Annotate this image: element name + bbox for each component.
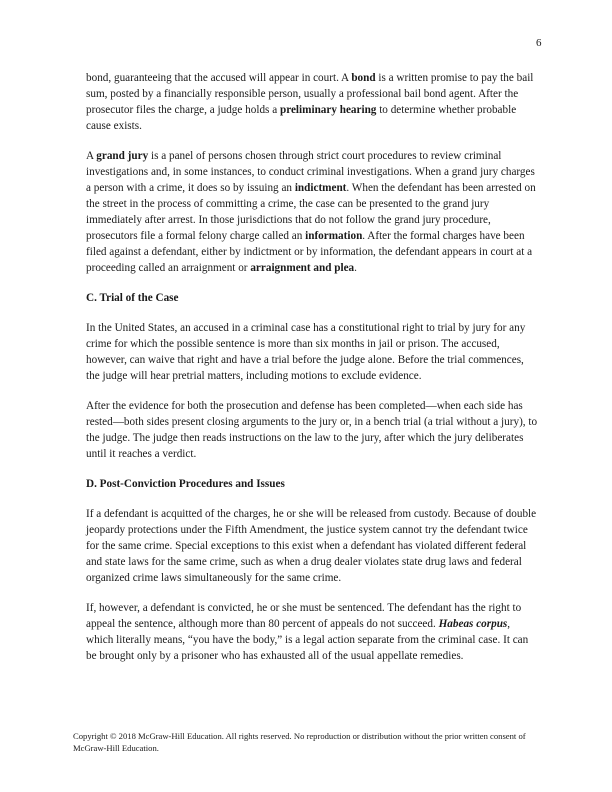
- text-run: A: [86, 150, 97, 162]
- paragraph-grand-jury: [86, 148, 540, 276]
- document-body: [86, 70, 540, 678]
- term-arraignment-and-plea: arraignment and plea: [250, 262, 355, 274]
- text-run: to determine whether probable cause exists.: [86, 104, 517, 132]
- paragraph-double-jeopardy: If a defendant is acquitted of the charges, he or she will be released from custody. Because of double jeopardy protections under the Fifth Amendment, the justice system cannot try the defendant twice for the same crime. Special exceptions to this exist when a defendant has violated different federal and state laws for the same crime, such as when a drug dealer violates state drug laws and federal organized crime laws simultaneously for the same crime.: [86, 508, 537, 584]
- text-run: If, however, a defendant is convicted, he or she must be sentenced. The defendant has the right to appeal the sentence, although more than 80 percent of appeals do not succeed.: [86, 602, 522, 630]
- text-run: . After the formal charges have been filed against a defendant, either by indictment or by information, the defendant appears in court at a proceeding called an arraignment or: [86, 230, 533, 274]
- text-run: . When the defendant has been arrested on the street in the process of committing a crime, the case can be presented to the grand jury immediately after arrest. In those jurisdictions that do not follow the grand jury procedure, prosecutors file a formal felony charge called an: [86, 182, 536, 242]
- text-run: is a written promise to pay the bail sum, posted by a financially responsible person, usually a professional bail bond agent. After the prosecutor files the charge, a judge holds a: [86, 72, 534, 116]
- paragraph-bail-bond: [86, 70, 540, 134]
- section-heading-post-conviction: D. Post-Conviction Procedures and Issues: [86, 478, 285, 490]
- term-preliminary-hearing: preliminary hearing: [279, 104, 377, 116]
- text-run: , which literally means, “you have the body,” is a legal action separate from the criminal case. It can be brought only by a prisoner who has exhausted all of the usual appellate remedies.: [86, 618, 529, 662]
- text-run: is a panel of persons chosen through strict court procedures to review criminal investigations and, in some instances, to conduct criminal investigations. When a grand jury charges a person with a crime, it does so by issuing an: [86, 150, 535, 194]
- term-information: information: [305, 230, 363, 242]
- term-bond: bond: [351, 72, 376, 84]
- text-run: .: [354, 262, 357, 274]
- text-run: bond, guaranteeing that the accused will appear in court. A: [86, 72, 352, 84]
- page-number: 6: [536, 37, 542, 49]
- term-habeas-corpus: Habeas corpus: [438, 618, 508, 630]
- paragraph-jury-right: In the United States, an accused in a criminal case has a constitutional right to trial by jury for any crime for which the possible sentence is more than six months in jail or prison. The accused, however, can waive that right and have a trial before the judge alone. Before the trial commences, the judge will hear pretrial matters, including motions to exclude evidence.: [86, 322, 526, 382]
- term-indictment: indictment: [294, 182, 347, 194]
- paragraph-closing-arguments: After the evidence for both the prosecution and defense has been completed—when each side has rested—both sides present closing arguments to the jury or, in a bench trial (a trial without a jury), to the judge. The judge then reads instructions on the law to the jury, after which the jury deliberates until it reaches a verdict.: [86, 400, 538, 460]
- term-grand-jury: grand jury: [96, 150, 149, 162]
- paragraph-habeas-corpus: [86, 600, 540, 664]
- section-heading-trial: C. Trial of the Case: [86, 292, 179, 304]
- copyright-footer: Copyright © 2018 McGraw-Hill Education. All rights reserved. No reproduction or distribution without the prior written consent of McGraw-Hill Education.: [73, 731, 526, 753]
